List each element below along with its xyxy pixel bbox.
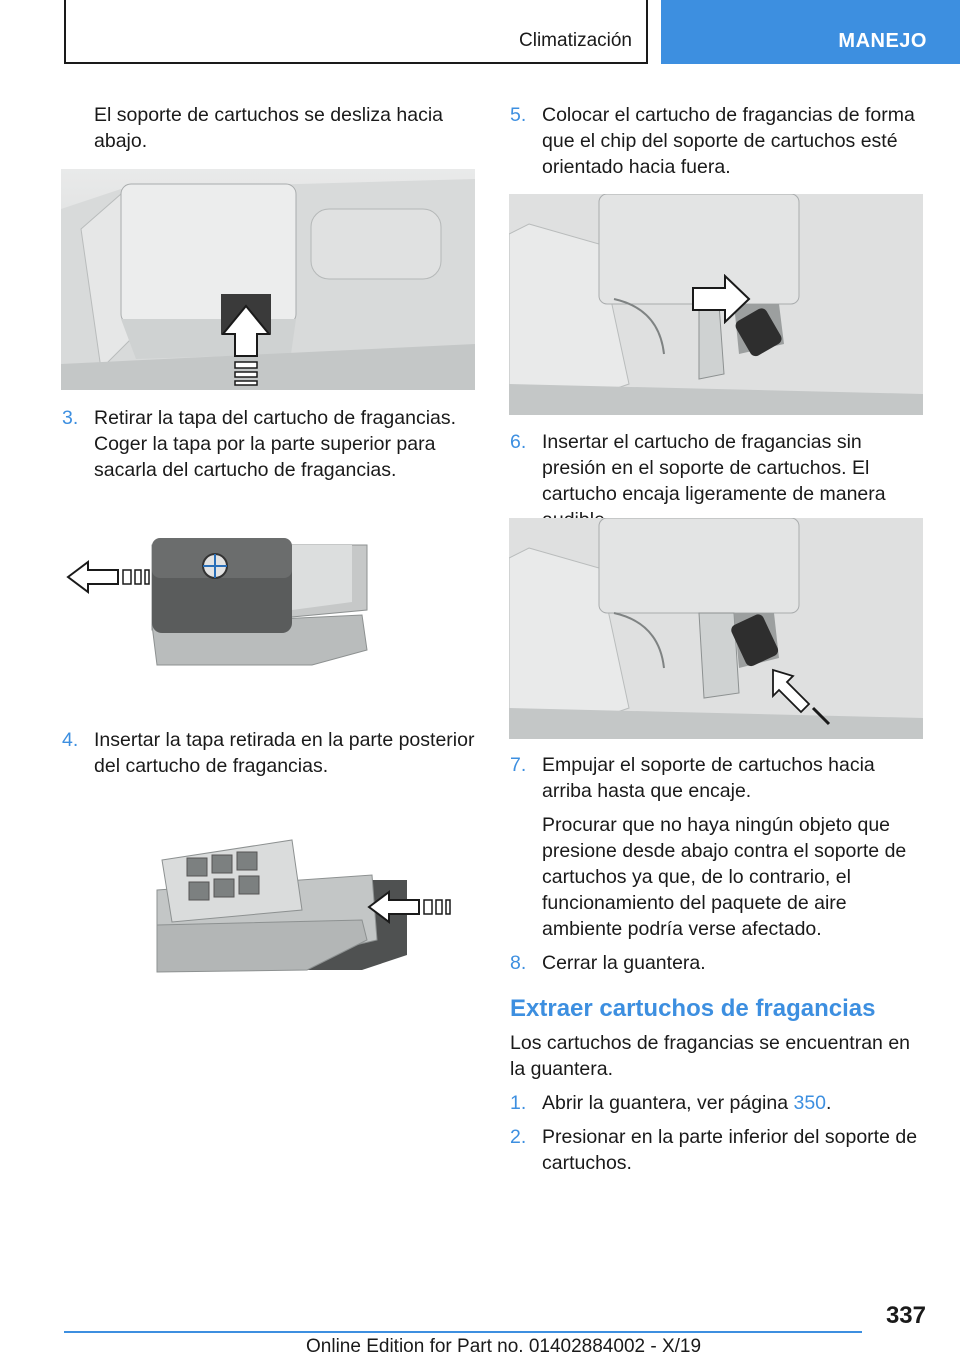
arrow-right-icon	[689, 274, 751, 324]
step-text: Cerrar la guantera.	[542, 952, 706, 974]
step-text: Presionar en la parte inferior del soporte de cartuchos.	[542, 1126, 918, 1174]
fragrance-cartridge-illustration	[62, 520, 476, 680]
arrow-up-icon	[221, 304, 271, 390]
step-number: 6.	[510, 431, 527, 453]
step-3	[62, 405, 480, 483]
step-8	[510, 950, 924, 976]
right-steps-c	[510, 752, 924, 1184]
insert-cap-figure	[62, 830, 476, 980]
chapter-tab	[661, 0, 960, 64]
step-text: Colocar el cartucho de fragancias de forma que el chip del soporte de cartuchos esté orientado hacia fuera.	[542, 104, 915, 178]
intro-text: El soporte de cartuchos se desliza hacia abajo.	[94, 104, 444, 152]
section-heading: Extraer cartuchos de fragancias	[510, 995, 876, 1022]
cartridge-insert-figure	[509, 518, 923, 739]
section-intro: Los cartuchos de fragancias se encuentran en la guantera.	[510, 1032, 911, 1080]
arrow-left-icon	[367, 890, 457, 924]
step-text: Retirar la tapa del cartucho de fragancias. Coger la tapa por la parte superior para sacarla del cartucho de fragancias.	[94, 407, 457, 481]
step-text: Empujar el soporte de cartuchos hacia arriba hasta que encaje.	[542, 754, 875, 802]
step-number: 8.	[510, 952, 527, 974]
page-link[interactable]: 350	[793, 1092, 827, 1114]
step-number: 2.	[510, 1126, 527, 1148]
right-steps-a	[510, 102, 924, 188]
left-steps-b	[62, 727, 480, 787]
step-7	[510, 752, 924, 942]
step-5	[510, 102, 924, 180]
step-note: Procurar que no haya ningún objeto que presione desde abajo contra el soporte de cartuchos ya que, de lo contrario, el funcionamiento del paquete de aire ambiente podría verse afectado.	[542, 814, 907, 940]
arrow-diagonal-icon	[771, 668, 831, 734]
arrow-left-icon	[66, 560, 156, 594]
step-number: 7.	[510, 754, 527, 776]
left-intro	[94, 102, 474, 162]
step-text: Insertar la tapa retirada en la parte posterior del cartucho de fragancias.	[94, 729, 475, 777]
step-2	[510, 1124, 924, 1176]
footer-edition: Online Edition for Part no. 01402884002 - X/19	[306, 1336, 702, 1357]
step-number: 4.	[62, 729, 79, 751]
left-steps-a	[62, 405, 480, 491]
step-text: Insertar el cartucho de fragancias sin presión en el soporte de cartuchos. El cartucho encaja ligeramente de manera	[542, 431, 886, 505]
step-text-end: .	[826, 1092, 832, 1114]
step-number: 1.	[510, 1092, 527, 1114]
page-number: 337	[885, 1302, 926, 1329]
glovebox-insert-illustration	[509, 518, 923, 739]
step-text: Abrir la guantera, ver página	[542, 1092, 794, 1114]
footer-divider	[64, 1331, 862, 1333]
step-number: 5.	[510, 104, 527, 126]
step-4	[62, 727, 480, 779]
header-section-box	[64, 0, 648, 64]
section-title: Climatización	[519, 30, 632, 51]
chip-orientation-figure	[509, 194, 923, 415]
step-1	[510, 1090, 924, 1116]
step-number: 3.	[62, 407, 79, 429]
holder-slide-down-figure	[61, 169, 475, 390]
remove-cap-figure	[62, 520, 476, 680]
chapter-tab-label: MANEJO	[838, 30, 927, 52]
